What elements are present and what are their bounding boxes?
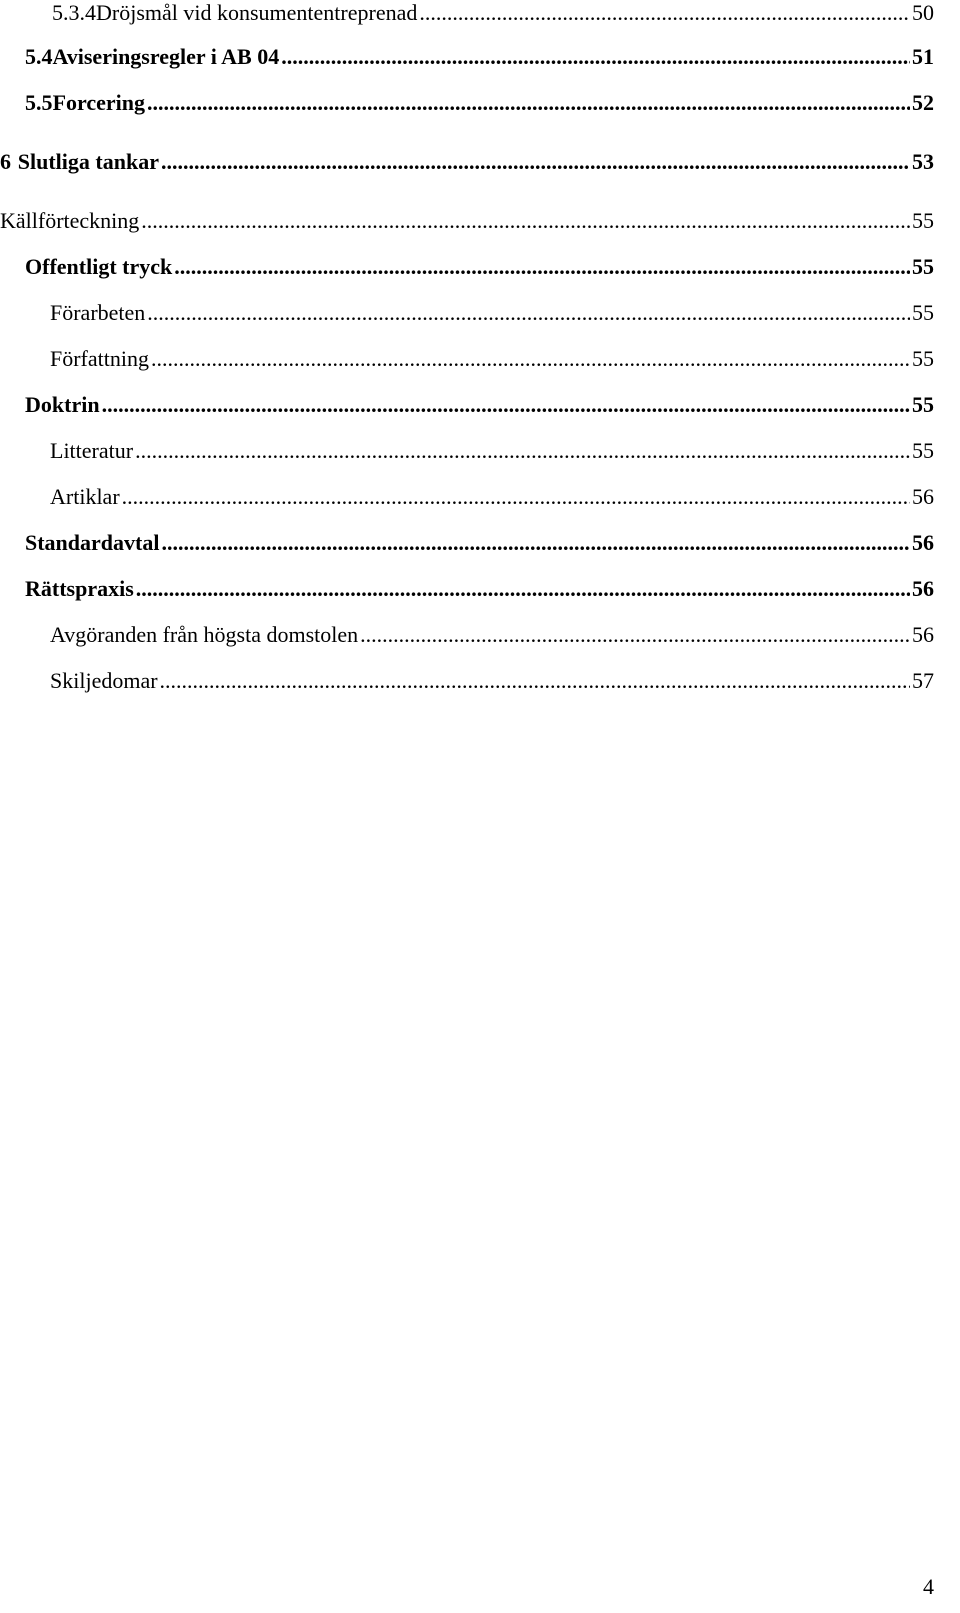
toc-entry[interactable] [25, 90, 934, 116]
toc-entry[interactable] [0, 149, 934, 175]
toc-entry-page: 56 [912, 622, 934, 647]
toc-leader-dots [147, 300, 910, 326]
toc-entry[interactable] [52, 0, 934, 26]
toc-entry[interactable] [50, 346, 934, 372]
toc-entry-title: Forcering [52, 90, 146, 115]
toc-leader-dots [102, 392, 910, 418]
toc-entry[interactable] [25, 44, 934, 70]
toc-entry-title: Standardavtal [25, 530, 160, 555]
toc-entry-title: Litteratur [50, 438, 134, 463]
toc-entry-page: 55 [912, 254, 934, 279]
toc-entry[interactable] [0, 208, 934, 234]
toc-entry-page: 50 [912, 0, 934, 25]
toc-entry-title: Dröjsmål vid konsumententreprenad [96, 0, 418, 25]
toc-entry-page: 55 [912, 208, 934, 233]
toc-leader-dots [141, 208, 910, 234]
toc-leader-dots [122, 484, 910, 510]
toc-entry[interactable] [50, 438, 934, 464]
toc-leader-dots [161, 149, 910, 175]
toc-leader-dots [360, 622, 910, 648]
toc-leader-dots [161, 530, 910, 556]
toc-entry-title: Doktrin [25, 392, 100, 417]
toc-entry-page: 56 [912, 484, 934, 509]
toc-entry-title: Författning [50, 346, 149, 371]
toc-leader-dots [419, 0, 910, 26]
toc-leader-dots [151, 346, 910, 372]
toc-entry-page: 56 [912, 576, 934, 601]
toc-entry-page: 55 [912, 438, 934, 463]
toc-entry-page: 55 [912, 392, 934, 417]
toc-entry-title: Offentligt tryck [25, 254, 173, 279]
toc-entry-page: 55 [912, 346, 934, 371]
toc-entry-title: Artiklar [50, 484, 120, 509]
toc-entry-page: 51 [912, 44, 934, 69]
toc-leader-dots [135, 438, 910, 464]
toc-entry-title: Aviseringsregler i AB 04 [52, 44, 280, 69]
toc-entry[interactable] [25, 530, 934, 556]
toc-entry[interactable] [50, 484, 934, 510]
toc-entry-title: Förarbeten [50, 300, 146, 325]
toc-entry[interactable] [50, 300, 934, 326]
toc-entry[interactable] [50, 668, 934, 694]
toc-entry-page: 56 [912, 530, 934, 555]
toc-entry-title: Rättspraxis [25, 576, 134, 601]
toc-entry-page: 53 [912, 149, 934, 174]
toc-entry[interactable] [25, 392, 934, 418]
toc-leader-dots [174, 254, 910, 280]
toc-entry[interactable] [25, 254, 934, 280]
toc-entry[interactable] [25, 576, 934, 602]
toc-entry-number: 5.4 [25, 44, 53, 69]
toc-leader-dots [147, 90, 910, 116]
toc-entry-title: Skiljedomar [50, 668, 158, 693]
toc-entry-number: 5.3.4 [52, 0, 96, 25]
toc-entry-page: 55 [912, 300, 934, 325]
toc-leader-dots [160, 668, 910, 694]
toc-entry-number: 6 [0, 149, 11, 174]
toc-entry-page: 57 [912, 668, 934, 693]
toc-entry-title: Slutliga tankar [17, 149, 159, 174]
toc-entry-page: 52 [912, 90, 934, 115]
toc-entry-number: 5.5 [25, 90, 53, 115]
toc-entry-title: Källförteckning [0, 208, 140, 233]
toc-entry[interactable] [50, 622, 934, 648]
toc-entry-title: Avgöranden från högsta domstolen [50, 622, 359, 647]
page-number: 4 [923, 1574, 934, 1599]
toc-leader-dots [136, 576, 910, 602]
toc-leader-dots [281, 44, 910, 70]
